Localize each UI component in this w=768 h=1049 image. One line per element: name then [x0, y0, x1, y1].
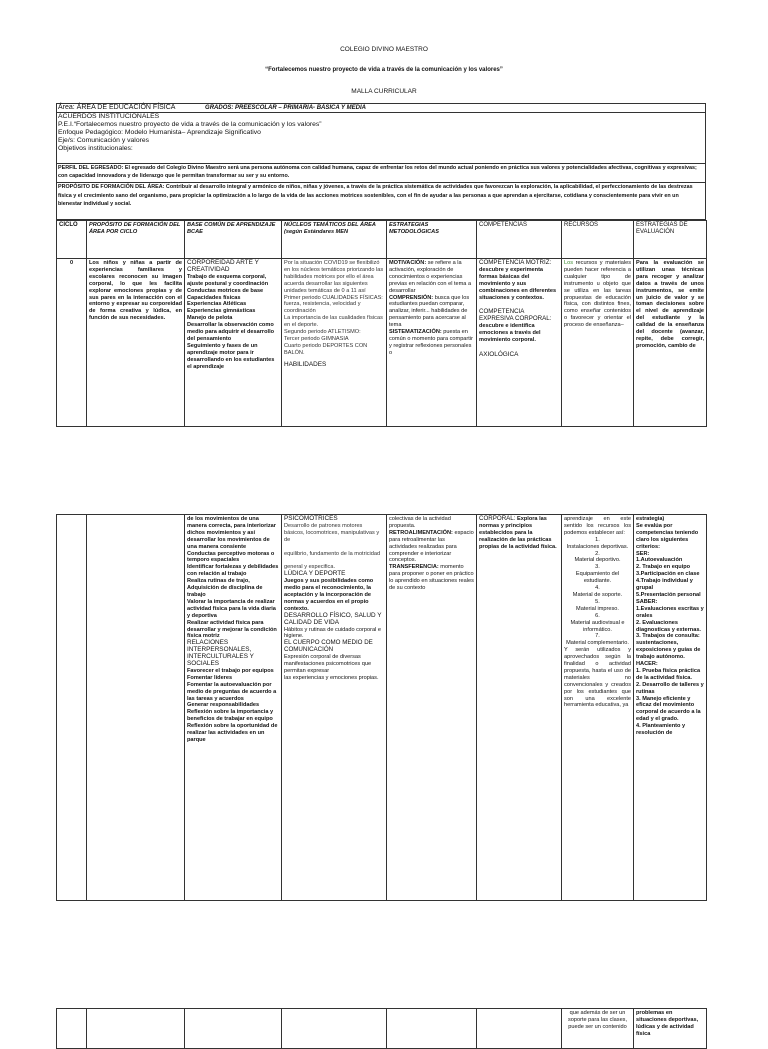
cell-evaluacion: Para la evaluación se utilizan unas técnicas para recoger y analizar datos a través de unos instrumentos, se emite un juicio de valor y se toman decisiones sobre el nivel de aprendizaje del estudiante y la calidad de la enseñanza del docente (avanzar, repite, debe corregir, promoción, cambio de — [634, 259, 707, 427]
cell-nucleos — [282, 515, 387, 901]
col-header-competencias: COMPETENCIAS — [477, 221, 562, 259]
cell-competencias — [477, 515, 562, 901]
cell-recursos — [562, 259, 634, 427]
table-row — [57, 1009, 707, 1049]
curriculum-table-part-3 — [56, 1008, 707, 1049]
estrategia-retro-text: espacio para retroalimentar las actividades realizadas para comprender e interiorizar conceptos. — [389, 529, 474, 564]
cell-bcae-empty — [185, 1009, 282, 1049]
cell-proposito-empty — [87, 515, 185, 901]
nucleo-psicomotrices-title: PSICOMOTRICES — [284, 515, 338, 522]
col-header-nucleos: NÚCLEOS TEMÁTICOS DEL ÁREA (según Estándares MEN — [282, 221, 387, 259]
competencia-motriz-title: COMPETENCIA MOTRIZ: — [479, 259, 552, 266]
table-header-row — [57, 221, 707, 259]
area-label: Área: ÁREA DE EDUCACIÓN FÍSICA — [58, 104, 176, 111]
cell-estrategias-empty — [387, 1009, 477, 1049]
table-row — [57, 515, 707, 901]
ejes-text: Eje/s: Comunicación y valores — [58, 137, 150, 144]
cell-competencias — [477, 259, 562, 427]
nucleo-ludica-title: LÚDICA Y DEPORTE — [284, 570, 346, 578]
recursos-intro: aprendizaje en este sentido los recursos los podemos establecer así: — [564, 516, 631, 536]
cell-estrategias — [387, 515, 477, 901]
proposito-area: PROPÓSITO DE FORMACIÓN DEL ÁREA: Contribuir al desarrollo integral y armónico de niños, niñas y jóvenes, a través de la práctica sistemática de actividades que favorezcan la exploración, la aplicabilidad, el perfeccionamiento de las destrezas física y el crecimiento sano del organismo, para propiciar la optimización a lo largo de la vida de las acciones motrices sostenibles, con el fin de ayudar a las personas a que aprendan a ejercitarse, cotidiana y conscientemente para vivir en un bienestar individual y social. — [58, 184, 693, 207]
cell-nucleos-empty — [282, 1009, 387, 1049]
nucleo-salud-text: Hábitos y rutinas de cuidado corporal e higiene. — [284, 626, 382, 640]
cell-competencias-empty — [477, 1009, 562, 1049]
cell-proposito: Los niños y niñas a partir de experiencias familiares y escolares reconocen su imagen corporal, lo que les facilita explorar emociones propias y de sus pares en la interacción con el entorno y expresar su corporeidad de forma creativa y lúdica, en función de sus necesidades. — [87, 259, 185, 427]
curriculum-table-part-2 — [56, 514, 707, 901]
recursos-tail: Y serán utilizados y aprovechados según la finalidad o actividad propuesta, hasta el uso de materiales no convencionales y creados por los estudiantes que son una excelente herramienta educativa, ya — [564, 647, 631, 709]
estrategia-comprension-title: COMPRENSIÓN: — [389, 294, 434, 301]
document-title: MALLA CURRICULAR — [351, 88, 417, 95]
col-header-bcae: BASE COMÚN DE APRENDIZAJE BCAE — [185, 221, 282, 259]
col-header-proposito: PROPÓSITO DE FORMACIÓN DEL ÁREA POR CICLO — [87, 221, 185, 259]
competencia-motriz-text: descubre y experimenta formas básicas del movimiento y sus combinaciones en diferentes situaciones y contextos. — [479, 266, 557, 301]
enfoque-text: Enfoque Pedagógico: Modelo Humanista– Aprendizaje Significativo — [58, 129, 261, 136]
competencia-expresiva-title: COMPETENCIA EXPRESIVA CORPORAL: — [479, 308, 552, 323]
recursos-green-word: Los — [564, 260, 574, 266]
cell-recursos — [562, 515, 634, 901]
bcae-relaciones-title: RELACIONES INTERPERSONALES, INTERCULTURALES Y SOCIALES — [187, 639, 254, 668]
cell-evaluacion: problemas en situaciones deportivas, lúdicas y de actividad física — [634, 1009, 707, 1049]
nucleo-cuerpo-title: EL CUERPO COMO MEDIO DE COMUNICACIÓN — [284, 639, 373, 654]
cell-evaluacion: estrategia) Se evalúa por competencias teniendo claro los siguientes criterios: SER: 1.Autoevaluación 2. Trabajo en equipo 3.Participación en clase 4.Trabajo individual y grupal 5.Presentación personal SABER: 1.Evaluaciones escritas y orales 2. Evaluaciones diagnosticas y externas. 3. Trabajos de consulta: sustentaciones, exposiciones y guías de trabajo autónomo. HACER: 1. Prueba física práctica de la actividad física. 2. Desarrollo de talleres y rutinas 3. Manejo eficiente y eficaz del movimiento corporal de acuerdo a la edad y el grado. 4. Planteamiento y resolución de — [634, 515, 707, 901]
estrategia-transferencia-title: TRANSFERENCIA: — [389, 564, 439, 571]
cell-proposito-empty — [87, 1009, 185, 1049]
nucleo-cuerpo-text: Expresión corporal de diversas manifestaciones psicomotrices que permitan expresar las experiencias y emociones propias. — [284, 654, 379, 681]
recursos-text: recursos y materiales pueden hacer referencia a cualquier tipo de instrumento u objeto que se utiliza en las tareas propuestas de educación física, con distintos fines, como enseñar contenidos o favorecer y orientar el proceso de enseñanza– — [564, 260, 631, 329]
bcae-relaciones-text: Favorecer el trabajo por equipos Fomentar líderes Fomentar la autoevaluación por medio de preguntas de acuerdo a las tareas y acuerdos Generar responsabilidades Reflexión sobre la importancia y beneficios de trabajar en equipo Reflexión sobre la oportunidad de realizar las actividades en un parque — [187, 667, 278, 743]
bcae-text-cont: de los movimientos de una manera correcta, para interiorizar dichos movimientos y así desarrollar los movimientos de una manera consiente Conductas perceptivo motoras o temporo espaciales Identificar fortalezas y debilidades con relación al trabajo Realiza rutinas de trajo, Adquisición de disciplina de trabajo Valorar la importancia de realizar actividad física para la vida diaria y deportiva Realizar actividad física para desarrollar y mejorar la condición física motriz — [187, 516, 279, 640]
pei-text: P.E.I.“Fortalecemos nuestro proyecto de vida a través de la comunicación y los valores” — [58, 121, 322, 128]
estrategia-sistematizacion-text: puesta en común o momento para compartir y registrar reflexiones personales o — [389, 329, 473, 356]
bcae-text: Trabajo de esquema corporal, ajuste postural y coordinación Conductas motrices de base Capacidades físicas Experiencias Atléticas Experiencias gimnásticas Manejo de pelota Desarrollar la observación como medio para adquirir el desarrollo del pensamiento Seguimiento y fases de un aprendizaje motor para ir desarrollando en los estudiantes el aprendizaje — [187, 273, 275, 370]
cell-bcae — [185, 515, 282, 901]
acuerdos-block — [56, 113, 706, 164]
col-header-recursos: RECURSOS — [562, 221, 634, 259]
bcae-title: CORPOREIDAD ARTE Y CREATIVIDAD — [187, 259, 259, 273]
curriculum-table-part-1 — [56, 220, 707, 427]
area-row — [56, 104, 706, 113]
nucleo-ludica-text: Juegos y sus posibilidades como medio para el reconocimiento, la aceptación y la incorporación de normas y acuerdos en el propio contexto. — [284, 578, 374, 612]
estrategia-motivacion-title: MOTIVACIÓN: — [389, 260, 427, 266]
acuerdos-title: ACUERDOS INSTITUCIONALES — [58, 113, 160, 120]
col-header-ciclo: CICLO — [57, 221, 87, 259]
cell-ciclo: 0 — [57, 259, 87, 427]
perfil-egresado: PERFIL DEL EGRESADO: El egresado del Colegio Divino Maestro será una persona autónoma con calidad humana, capaz de enfrentar los retos del mundo actual poniendo en práctica sus valores y potencialidades afectivas, cognitivas y expresivas; con capacidad innovadora y de liderazgo que le permitan transformar su ser y su entorno. — [56, 164, 706, 183]
col-header-estrategias: ESTRATEGIAS METODOLÓGICAS — [387, 221, 477, 259]
nucleos-title: HABILIDADES — [284, 360, 327, 368]
recursos-list: 1. Instalaciones deportivas. 2. Material deportivo. 3. Equipamiento del estudiante. 4. Material de soporte. 5. Material impreso. 6. Material audiovisual e informático. 7. Material complementario. — [566, 536, 629, 647]
cell-ciclo-empty — [57, 515, 87, 901]
cell-ciclo-empty — [57, 1009, 87, 1049]
grados-label: GRADOS: PREESCOLAR – PRIMARIA- BÁSICA Y MEDIA — [205, 105, 366, 111]
col-header-evaluacion: ESTRATEGIAS DE EVALUACIÓN — [634, 221, 707, 259]
competencia-axiologica-title: AXIOLÓGICA — [479, 350, 519, 358]
nucleos-text: Por la situación COVID19 se flexibilizó en los núcleos temáticos priorizando las habilidades motrices por ello el área acuerda desarrollar las siguientes unidades temáticas de 0 a 11 así Primer periodo CUALIDADES FÍSICAS: fuerza, resistencia, velocidad y coordinación La importancia de las cualidades físicas en el deporte. Segundo periodo ATLETISMO: Tercer periodo GIMNASIA Cuarto periodo DEPORTES CON BALÓN. — [284, 260, 384, 356]
estrategia-transferencia-text: momento para proponer o poner en práctico lo aprendido en situaciones reales de su contexto — [389, 564, 474, 592]
estrategia-comprension-text: busca que los estudiantes puedan comparar, analizar, inferir... habilidades de pensamiento para acercarse al tema — [389, 294, 470, 329]
estrategia-cont-text: colectivas de la actividad propuesta. — [389, 516, 451, 529]
cell-recursos: que además de ser un soporte para las clases, puede ser un contenido — [562, 1009, 634, 1049]
school-motto: “Fortalecemos nuestro proyecto de vida a través de la comunicación y los valores” — [265, 67, 503, 73]
cell-estrategias — [387, 259, 477, 427]
competencia-corporal-text: Explora las normas y principios establecidos para la realización de las prácticas propias de la actividad física. — [479, 516, 557, 550]
school-name: COLEGIO DIVINO MAESTRO — [340, 46, 428, 53]
estrategia-sistematizacion-title: SISTEMATIZACIÓN: — [389, 329, 442, 336]
nucleo-salud-title: DESARROLLO FÍSICO, SALUD Y CALIDAD DE VIDA — [284, 611, 382, 626]
competencia-corporal-title: CORPORAL: — [479, 515, 516, 522]
cell-bcae — [185, 259, 282, 427]
estrategia-retro-title: RETROALIMENTACIÓN: — [389, 529, 453, 536]
objetivos-text: Objetivos institucionales: — [58, 145, 133, 152]
estrategia-motivacion-text: se refiere a la activación, exploración de conocimientos o experiencias previas en relación con el tema a desarrollar — [389, 260, 472, 294]
table-row — [57, 259, 707, 427]
competencia-expresiva-text: descubre e identifica emociones a través del movimiento corporal. — [479, 323, 541, 344]
cell-nucleos — [282, 259, 387, 427]
nucleo-psicomotrices-text: Desarrollo de patrones motores básicos, locomotrices, manipulativas y de equilibrio, fundamento de la motricidad general y especifica. — [284, 522, 381, 571]
